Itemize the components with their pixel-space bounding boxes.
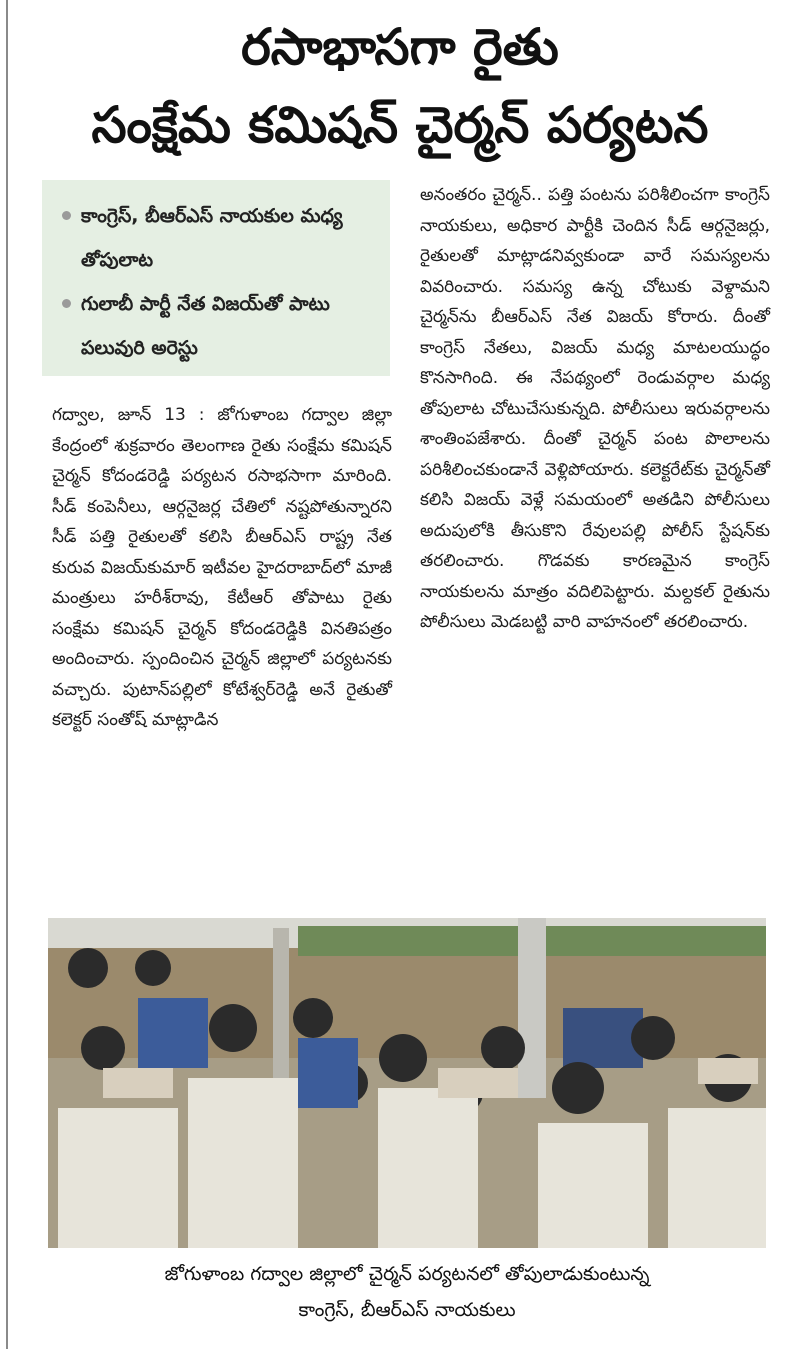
photo-caption-line-1: జోగుళాంబ గద్వాల జిల్లాలో చైర్మన్ పర్యటనలో తోపులాడుకుంటున్న	[164, 1263, 650, 1285]
article-text-right: అనంతరం చైర్మన్.. పత్తి పంటను పరిశీలించగా కాంగ్రెస్ నాయకులు, అధికార పార్టీకి చెందిన సీడ్ ఆర్గనైజర్లు, రైతులతో మాట్లాడనివ్వకుండా వారే సమస్యలను వివరించారు. సమస్య ఉన్న చోటుకు వెళ్దామని చైర్మన్‌ను బీఆర్ఎస్ నేత విజయ్ కోరారు. దీంతో కాంగ్రెస్ నేతలు, విజయ్ మధ్య మాటలయుద్ధం కొనసాగింది. ఈ నేపథ్యంలో రెండువర్గాల మధ్య తోపులాట చోటుచేసుకున్నది. పోలీసులు ఇరువర్గాలను శాంతింపజేశారు. దీంతో చైర్మన్ పంట పొలాలను పరిశీలించకుండానే వెళ్లిపోయారు. కలెక్టరేట్‌కు చైర్మన్‌తో కలిసి విజయ్ వెళ్లే సమయంలో అతడిని పోలీసులు అదుపులోకి తీసుకొని రేవులపల్లి పోలీస్ స్టేషన్‌కు తరలించారు. గొడవకు కారణమైన కాంగ్రెస్ నాయకులను మాత్రం వదిలిపెట్టారు. మల్దకల్ రైతును పోలీసులు మెడబట్టి వారి వాహనంలో తరలించారు.	[420, 185, 770, 632]
headline	[10, 8, 790, 164]
highlights-box	[42, 180, 390, 376]
photo-caption-line-2: కాంగ్రెస్, బీఆర్ఎస్ నాయకులు	[298, 1299, 516, 1321]
highlight-text: గులాబీ పార్టీ నేత విజయ్‌తో పాటు పలువురి అరెస్టు	[81, 293, 330, 359]
bullet-icon	[62, 211, 71, 220]
headline-line-2: సంక్షేమ కమిషన్ చైర్మన్ పర్యటన	[91, 96, 709, 154]
photo-caption	[48, 1256, 766, 1328]
highlight-item	[62, 194, 374, 282]
article-text-left: గద్వాల, జూన్ 13 : జోగుళాంబ గద్వాల జిల్లా కేంద్రంలో శుక్రవారం తెలంగాణ రైతు సంక్షేమ కమిషన్ చైర్మన్ కోదండరెడ్డి పర్యటన రసాభసాగా మారింది. సీడ్ కంపెనీలు, ఆర్గనైజర్ల చేతిలో నష్టపోతున్నారని సీడ్ పత్తి రైతులతో కలిసి బీఆర్ఎస్ రాష్ట్ర నేత కురువ విజయ్‌కుమార్ ఇటీవల హైదరాబాద్‌లో మాజీ మంత్రులు హరీశ్‌రావు, కేటీఆర్ తోపాటు రైతు సంక్షేమ కమిషన్ చైర్మన్ కోదండరెడ్డికి వినతిపత్రం అందించారు. స్పందించిన చైర్మన్ జిల్లాలో పర్యటనకు వచ్చారు. పుటాన్‌పల్లిలో కోటేశ్వర్‌రెడ్డి అనే రైతుతో కలెక్టర్ సంతోష్ మాట్లాడిన	[52, 405, 392, 730]
headline-line-1: రసాభాసగా రైతు	[241, 18, 559, 76]
news-photo	[48, 918, 766, 1248]
crowd-photo-illustration	[48, 918, 766, 1248]
highlight-text: కాంగ్రెస్, బీఆర్ఎస్ నాయకుల మధ్య తోపులాట	[81, 205, 343, 271]
article-column-right	[420, 180, 770, 638]
highlight-item	[62, 282, 374, 370]
page-left-rule	[6, 0, 8, 1349]
article-column-left	[52, 400, 392, 736]
bullet-icon	[62, 299, 71, 308]
